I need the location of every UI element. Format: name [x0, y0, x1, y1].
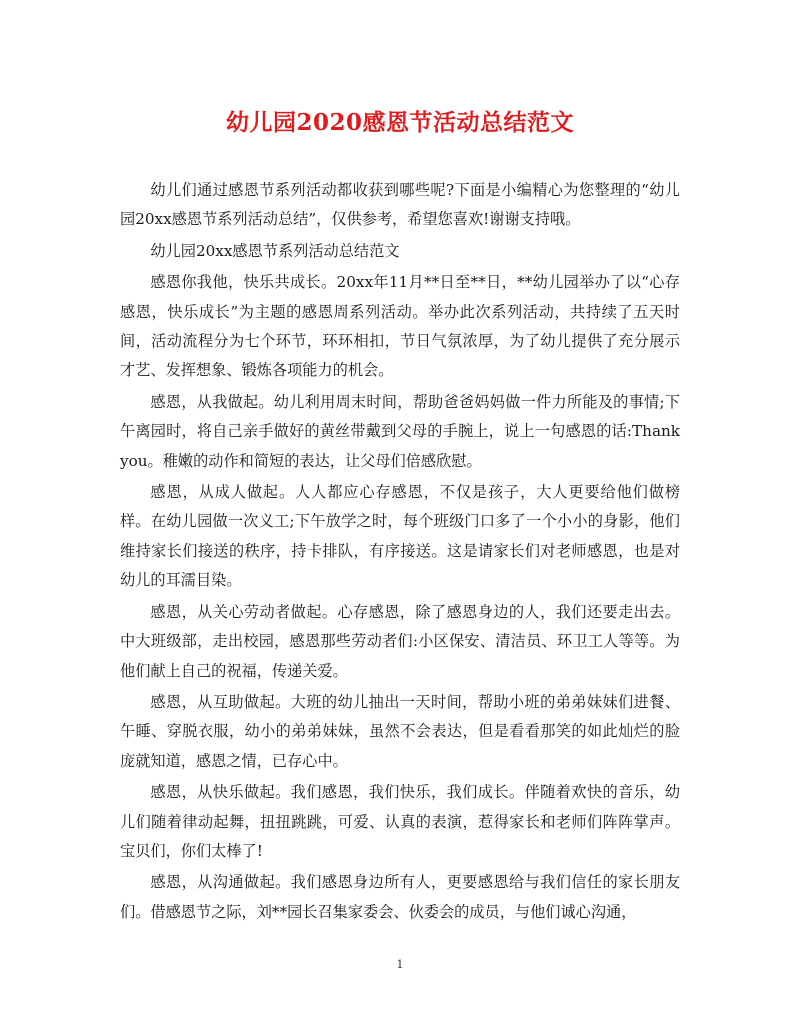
paragraph: 感恩，从关心劳动者做起。心存感恩，除了感恩身边的人，我们还要走出去。中大班级部，走出校园，感恩那些劳动者们:小区保安、清洁员、环卫工人等等。为他们献上自己的祝福，传递关爱。: [120, 602, 680, 680]
paragraph: 感恩，从快乐做起。我们感恩，我们快乐，我们成长。伴随着欢快的音乐，幼儿们随着律动起舞，扭扭跳跳，可爱、认真的表演，惹得家长和老师们阵阵掌声。宝贝们，你们太棒了!: [120, 783, 680, 860]
paragraph: 感恩，从我做起。幼儿利用周末时间，帮助爸爸妈妈做一件力所能及的事情;下午离园时，将自己亲手做好的黄丝带戴到父母的手腕上，说上一句感恩的话:Thank you。稚嫩的动作和简短的表达，让父母们倍感欣慰。: [120, 392, 680, 470]
paragraph-intro: 幼儿们通过感恩节系列活动都收获到哪些呢?下面是小编精心为您整理的“幼儿园20xx感恩节系列活动总结”，仅供参考，希望您喜欢!谢谢支持哦。: [120, 181, 680, 229]
document-body: [120, 176, 680, 929]
paragraph-subtitle: 幼儿园20xx感恩节系列活动总结范文: [150, 241, 400, 260]
paragraph: 感恩，从互助做起。大班的幼儿抽出一天时间，帮助小班的弟弟妹妹们进餐、午睡、穿脱衣服，幼小的弟弟妹妹，虽然不会表达，但是看看那笑的如此灿烂的脸庞就知道，感恩之情，已存心中。: [120, 692, 680, 770]
paragraph: 感恩你我他，快乐共成长。20xx年11月**日至**日，**幼儿园举办了以“心存感恩，快乐成长”为主题的感恩周系列活动。举办此次系列活动，共持续了五天时间，活动流程分为七个环节，环环相扣，节日气氛浓厚，为了幼儿提供了充分展示才艺、发挥想象、锻炼各项能力的机会。: [120, 273, 680, 380]
document-title: 幼儿园2020感恩节活动总结范文: [225, 109, 574, 136]
page-number: 1: [396, 958, 404, 971]
paragraph: 感恩，从成人做起。人人都应心存感恩，不仅是孩子，大人更要给他们做榜样。在幼儿园做一次义工;下午放学之时，每个班级门口多了一个小小的身影，他们维持家长们接送的秩序，持卡排队，有序接送。这是请家长们对老师感恩，也是对幼儿的耳濡目染。: [120, 483, 680, 590]
paragraph: 感恩，从沟通做起。我们感恩身边所有人，更要感恩给与我们信任的家长朋友们。借感恩节之际，刘**园长召集家委会、伙委会的成员，与他们诚心沟通，: [120, 873, 680, 921]
